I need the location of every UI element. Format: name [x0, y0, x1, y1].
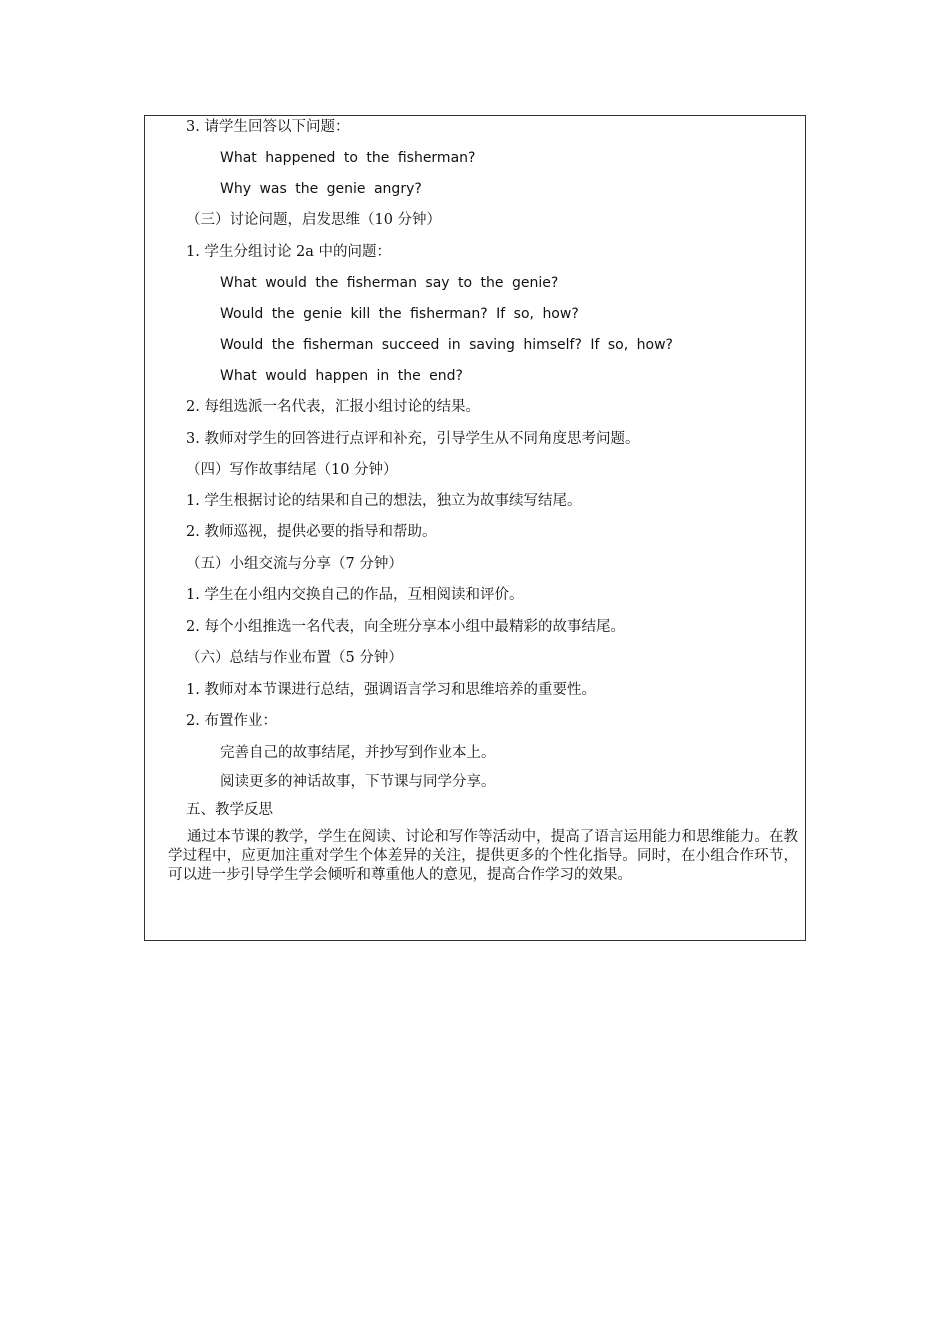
section-heading-5: （五）小组交流与分享（7 分钟） — [186, 556, 403, 572]
question-line: Why was the genie angry? — [220, 181, 422, 197]
question-line: Would the genie kill the fisherman? If so, how? — [220, 306, 579, 322]
discussion-step-2: 2. 每组选派一名代表，汇报小组讨论的结果。 — [186, 399, 480, 415]
question-step-heading: 3. 请学生回答以下问题： — [186, 119, 350, 135]
discussion-step-3: 3. 教师对学生的回答进行点评和补充，引导学生从不同角度思考问题。 — [186, 431, 640, 447]
homework-item: 完善自己的故事结尾，并抄写到作业本上。 — [220, 745, 496, 761]
question-line: Would the fisherman succeed in saving himself? If so, how? — [220, 337, 673, 353]
writing-step-1: 1. 学生根据讨论的结果和自己的想法，独立为故事续写结尾。 — [186, 493, 582, 509]
section-heading-3: （三）讨论问题，启发思维（10 分钟） — [186, 212, 442, 228]
writing-step-2: 2. 教师巡视，提供必要的指导和帮助。 — [186, 524, 437, 540]
section-heading-6: （六）总结与作业布置（5 分钟） — [186, 650, 403, 666]
reflection-heading: 五、教学反思 — [186, 802, 273, 818]
section-heading-4: （四）写作故事结尾（10 分钟） — [186, 462, 398, 478]
discussion-step-1: 1. 学生分组讨论 2a 中的问题： — [186, 244, 392, 260]
reflection-paragraph: 通过本节课的教学，学生在阅读、讨论和写作等活动中，提高了语言运用能力和思维能力。在教学过程中，应更加注重对学生个体差异的关注，提供更多的个性化指导。同时，在小组合作环节，可以进一步引导学生学会倾听和尊重他人的意见，提高合作学习的效果。 — [168, 829, 798, 883]
sharing-step-1: 1. 学生在小组内交换自己的作品，互相阅读和评价。 — [186, 587, 524, 603]
sharing-step-2: 2. 每个小组推选一名代表，向全班分享本小组中最精彩的故事结尾。 — [186, 619, 625, 635]
question-line: What would the fisherman say to the genie? — [220, 275, 559, 291]
question-line: What would happen in the end? — [220, 368, 463, 384]
question-line: What happened to the fisherman? — [220, 150, 476, 166]
homework-item: 阅读更多的神话故事，下节课与同学分享。 — [220, 774, 496, 790]
summary-step-1: 1. 教师对本节课进行总结，强调语言学习和思维培养的重要性。 — [186, 682, 596, 698]
homework-heading: 2. 布置作业： — [186, 713, 277, 729]
